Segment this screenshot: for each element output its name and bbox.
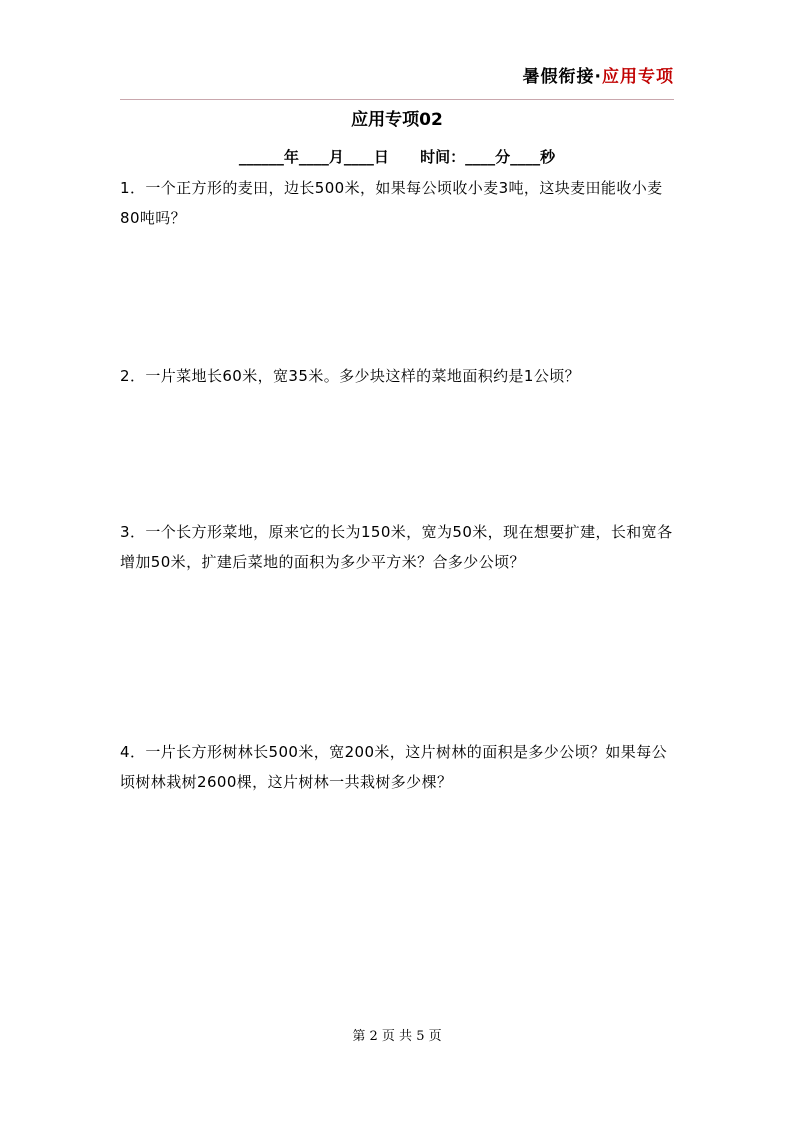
question-3: 3．一个长方形菜地，原来它的长为150米，宽为50米，现在想要扩建，长和宽各增加50米，扩建后菜地的面积为多少平方米？合多少公顷？	[120, 523, 673, 571]
question-1: 1．一个正方形的麦田，边长500米，如果每公顷收小麦3吨，这块麦田能收小麦80吨吗？	[120, 179, 663, 227]
header-divider	[120, 99, 674, 100]
page-title: 应用专项02	[351, 110, 443, 130]
header-topic: 应用专项	[602, 67, 674, 87]
page-header	[120, 64, 674, 94]
header-series: 暑假衔接·	[522, 67, 602, 87]
page-number-footer: 第 2 页 共 5 页	[352, 1029, 442, 1044]
date-time-line: ______年____月____日 时间：____分____秒	[238, 148, 556, 166]
question-2: 2．一片菜地长60米，宽35米。多少块这样的菜地面积约是1公顷？	[120, 367, 581, 385]
question-4: 4．一片长方形树林长500米，宽200米，这片树林的面积是多少公顷？如果每公顷树林栽树2600棵，这片树林一共栽树多少棵？	[120, 743, 668, 791]
